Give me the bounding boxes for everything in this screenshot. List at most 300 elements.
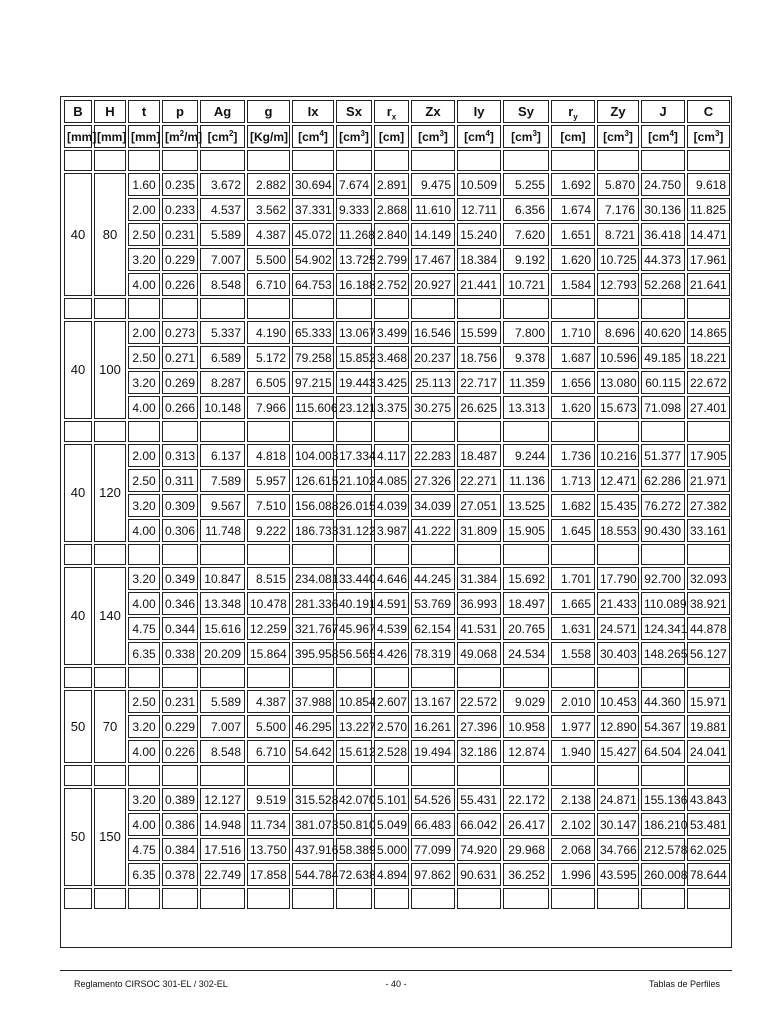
unit-text-suffix: ] [489,129,494,144]
empty-cell [336,765,372,786]
data-cell: 4.818 [247,444,290,467]
data-cell: 56.565 [336,642,372,665]
data-cell: 186.210 [641,813,685,836]
empty-cell [94,888,126,909]
data-cell: 1.977 [551,715,595,738]
table-row [64,715,730,738]
data-cell: 1.584 [551,273,595,296]
header-symbol: J [659,103,667,119]
empty-cell [503,298,549,319]
data-cell: 0.309 [162,494,198,517]
empty-cell [247,544,290,565]
data-cell: 13.750 [247,838,290,861]
data-cell: 26.625 [457,396,501,419]
data-cell: 21.971 [687,469,730,492]
empty-cell [457,544,501,565]
data-cell: 1.701 [551,567,595,590]
data-cell: 27.326 [411,469,455,492]
data-cell: 36.993 [457,592,501,615]
empty-cell [687,298,730,319]
data-cell: 315.528 [292,788,334,811]
unit-text: [cm [418,129,440,144]
empty-cell [457,888,501,909]
data-cell: 60.115 [641,371,685,394]
empty-cell [200,765,245,786]
data-cell: 17.858 [247,863,290,886]
empty-cell [597,667,639,688]
data-cell: 9.029 [503,690,549,713]
empty-cell [162,150,198,171]
data-cell: 6.35 [128,642,160,665]
data-cell: 1.996 [551,863,595,886]
data-cell: 5.172 [247,346,290,369]
data-cell: 40.620 [641,321,685,344]
unit-header [374,125,409,148]
data-cell: 34.766 [597,838,639,861]
data-cell: 72.638 [336,863,372,886]
data-cell: 49.068 [457,642,501,665]
data-cell: 10.847 [200,567,245,590]
column-header [200,100,245,123]
unit-text: [mm] [67,129,97,144]
data-cell: 4.085 [374,469,409,492]
data-cell: 2.50 [128,690,160,713]
data-cell: 4.646 [374,567,409,590]
data-cell: 22.572 [457,690,501,713]
unit-header [162,125,203,148]
data-cell: 40.191 [336,592,372,615]
data-cell: 34.039 [411,494,455,517]
data-cell: 2.102 [551,813,595,836]
data-cell: 1.620 [551,248,595,271]
empty-cell [292,888,334,909]
data-cell: 64.753 [292,273,334,296]
data-cell: 0.231 [162,690,198,713]
data-cell: 2.891 [374,173,409,196]
empty-cell [64,150,92,171]
data-cell: 9.378 [503,346,549,369]
data-cell: 11.268 [336,223,372,246]
unit-header [457,125,501,148]
data-cell: 15.240 [457,223,501,246]
spacer-row [64,421,730,442]
empty-cell [292,544,334,565]
data-cell: 24.871 [597,788,639,811]
data-cell: 0.313 [162,444,198,467]
data-cell: 14.865 [687,321,730,344]
unit-header [641,125,685,148]
unit-exponent: 3 [714,128,720,138]
data-cell: 17.467 [411,248,455,271]
data-cell: 260.008 [641,863,685,886]
data-cell: 30.147 [597,813,639,836]
spacer-row [64,298,730,319]
data-cell: 13.167 [411,690,455,713]
data-cell: 20.765 [503,617,549,640]
empty-cell [503,544,549,565]
units-row [64,125,730,148]
empty-cell [162,298,198,319]
empty-cell [641,667,685,688]
empty-cell [374,150,409,171]
data-cell: 27.051 [457,494,501,517]
data-cell: 1.713 [551,469,595,492]
data-cell: 50.810 [336,813,372,836]
column-header [374,100,409,123]
empty-cell [457,667,501,688]
data-cell: 4.039 [374,494,409,517]
data-cell: 15.612 [336,740,372,763]
unit-header [200,125,245,148]
cell-h: 80 [94,173,126,296]
empty-cell [64,667,92,688]
table-row [64,519,730,542]
table-row [64,617,730,640]
cell-h: 100 [94,321,126,419]
data-cell: 10.453 [597,690,639,713]
data-cell: 97.215 [292,371,334,394]
cell-h: 120 [94,444,126,542]
data-cell: 21.441 [457,273,501,296]
spacer-row [64,765,730,786]
data-cell: 15.673 [597,396,639,419]
data-cell: 3.20 [128,567,160,590]
data-cell: 2.528 [374,740,409,763]
data-cell: 4.75 [128,617,160,640]
data-cell: 2.882 [247,173,290,196]
data-cell: 12.711 [457,198,501,221]
unit-text: [m [165,129,180,144]
empty-cell [162,544,198,565]
data-cell: 395.958 [292,642,334,665]
empty-cell [641,544,685,565]
data-cell: 8.696 [597,321,639,344]
data-cell: 13.525 [503,494,549,517]
data-cell: 32.186 [457,740,501,763]
data-cell: 51.377 [641,444,685,467]
data-cell: 1.645 [551,519,595,542]
empty-cell [411,298,455,319]
empty-cell [503,421,549,442]
data-cell: 11.610 [411,198,455,221]
data-cell: 15.971 [687,690,730,713]
data-cell: 104.003 [292,444,334,467]
empty-cell [94,421,126,442]
empty-cell [411,888,455,909]
empty-cell [597,765,639,786]
footer-page-number: - 40 - [385,979,407,989]
data-cell: 26.417 [503,813,549,836]
data-cell: 0.226 [162,273,198,296]
unit-text: [Kg/m] [250,129,288,144]
empty-cell [551,765,595,786]
data-cell: 44.245 [411,567,455,590]
data-cell: 115.606 [292,396,334,419]
data-cell: 2.138 [551,788,595,811]
data-cell: 37.331 [292,198,334,221]
data-cell: 62.286 [641,469,685,492]
data-cell: 2.50 [128,346,160,369]
empty-cell [128,667,160,688]
empty-cell [687,150,730,171]
empty-cell [374,544,409,565]
data-cell: 46.295 [292,715,334,738]
data-cell: 6.505 [247,371,290,394]
data-cell: 5.049 [374,813,409,836]
empty-cell [457,150,501,171]
data-cell: 6.710 [247,273,290,296]
data-cell: 45.967 [336,617,372,640]
data-cell: 4.537 [200,198,245,221]
spacer-row [64,544,730,565]
data-cell: 36.418 [641,223,685,246]
data-cell: 0.338 [162,642,198,665]
data-cell: 7.007 [200,248,245,271]
empty-cell [64,765,92,786]
data-cell: 16.546 [411,321,455,344]
data-cell: 92.700 [641,567,685,590]
data-cell: 2.607 [374,690,409,713]
data-cell: 31.122 [336,519,372,542]
data-cell: 24.534 [503,642,549,665]
data-cell: 124.341 [641,617,685,640]
column-header [641,100,685,123]
unit-text-suffix: ] [673,129,678,144]
unit-text-suffix: ] [536,129,541,144]
empty-cell [641,421,685,442]
empty-cell [597,298,639,319]
data-cell: 9.567 [200,494,245,517]
data-cell: 44.878 [687,617,730,640]
column-header [94,100,126,123]
table-row [64,223,730,246]
data-cell: 0.271 [162,346,198,369]
data-cell: 10.216 [597,444,639,467]
data-cell: 24.750 [641,173,685,196]
data-cell: 54.642 [292,740,334,763]
data-cell: 8.548 [200,740,245,763]
data-cell: 4.894 [374,863,409,886]
empty-cell [374,298,409,319]
data-cell: 0.378 [162,863,198,886]
data-cell: 1.687 [551,346,595,369]
data-cell: 3.672 [200,173,245,196]
data-cell: 14.471 [687,223,730,246]
data-cell: 5.500 [247,248,290,271]
data-cell: 13.348 [200,592,245,615]
data-cell: 7.007 [200,715,245,738]
cell-b: 50 [64,690,92,763]
footer-regulation: Reglamento CIRSOC 301-EL / 302-EL [74,979,228,989]
empty-cell [64,298,92,319]
data-cell: 2.010 [551,690,595,713]
data-cell: 6.35 [128,863,160,886]
header-symbol: Ix [307,103,319,119]
data-cell: 110.089 [641,592,685,615]
empty-cell [128,298,160,319]
column-header [687,100,730,123]
empty-cell [374,888,409,909]
data-cell: 29.968 [503,838,549,861]
empty-cell [162,765,198,786]
column-header [247,100,290,123]
data-cell: 4.591 [374,592,409,615]
data-cell: 0.386 [162,813,198,836]
data-cell: 281.336 [292,592,334,615]
cell-h: 70 [94,690,126,763]
header-symbol: Zx [425,103,441,119]
cell-b: 40 [64,321,92,419]
data-cell: 8.548 [200,273,245,296]
data-cell: 0.235 [162,173,198,196]
empty-cell [128,544,160,565]
data-cell: 212.578 [641,838,685,861]
data-cell: 18.487 [457,444,501,467]
data-cell: 0.311 [162,469,198,492]
data-cell: 44.360 [641,690,685,713]
data-cell: 17.961 [687,248,730,271]
data-cell: 0.233 [162,198,198,221]
data-cell: 13.080 [597,371,639,394]
data-cell: 321.767 [292,617,334,640]
table-row [64,863,730,886]
data-cell: 1.692 [551,173,595,196]
unit-text: [cm [603,129,625,144]
unit-text-suffix: ] [443,129,448,144]
header-subscript: x [391,112,397,122]
data-cell: 1.674 [551,198,595,221]
data-cell: 9.244 [503,444,549,467]
empty-cell [247,298,290,319]
data-cell: 18.553 [597,519,639,542]
data-cell: 15.435 [597,494,639,517]
data-cell: 30.694 [292,173,334,196]
data-cell: 22.749 [200,863,245,886]
empty-cell [411,544,455,565]
empty-cell [411,421,455,442]
unit-header [503,125,549,148]
data-cell: 4.117 [374,444,409,467]
header-symbol: B [73,103,83,119]
data-cell: 18.756 [457,346,501,369]
data-cell: 77.099 [411,838,455,861]
data-cell: 30.136 [641,198,685,221]
unit-header [247,125,290,148]
empty-cell [292,150,334,171]
data-cell: 7.620 [503,223,549,246]
column-header [551,100,595,123]
data-cell: 17.790 [597,567,639,590]
table-row [64,444,730,467]
data-cell: 24.571 [597,617,639,640]
table-row [64,592,730,615]
empty-cell [200,421,245,442]
data-cell: 10.596 [597,346,639,369]
unit-exponent: 2 [228,128,234,138]
data-cell: 3.499 [374,321,409,344]
table-row [64,469,730,492]
data-cell: 2.570 [374,715,409,738]
table-row [64,371,730,394]
data-cell: 7.510 [247,494,290,517]
data-cell: 7.589 [200,469,245,492]
table-row [64,813,730,836]
empty-cell [551,421,595,442]
data-cell: 44.373 [641,248,685,271]
data-cell: 13.725 [336,248,372,271]
data-cell: 437.916 [292,838,334,861]
data-cell: 10.509 [457,173,501,196]
unit-text-suffix: /m] [184,129,203,144]
table-row [64,567,730,590]
empty-cell [94,298,126,319]
data-cell: 8.515 [247,567,290,590]
empty-cell [503,150,549,171]
unit-exponent: 3 [532,128,537,138]
data-cell: 15.864 [247,642,290,665]
unit-text: [cm [648,129,670,144]
empty-cell [336,544,372,565]
data-cell: 5.957 [247,469,290,492]
empty-cell [128,765,160,786]
table-row [64,494,730,517]
column-header [503,100,549,123]
empty-cell [551,150,595,171]
data-cell: 4.00 [128,273,160,296]
table-row [64,321,730,344]
cell-b: 50 [64,788,92,886]
table-row [64,642,730,665]
unit-exponent: 3 [624,128,629,138]
data-cell: 4.75 [128,838,160,861]
unit-header [336,125,372,148]
data-cell: 5.870 [597,173,639,196]
data-cell: 9.519 [247,788,290,811]
table-body [64,150,730,909]
data-cell: 16.188 [336,273,372,296]
data-cell: 11.359 [503,371,549,394]
data-cell: 15.599 [457,321,501,344]
empty-cell [128,888,160,909]
data-cell: 54.367 [641,715,685,738]
empty-cell [336,667,372,688]
empty-cell [247,421,290,442]
data-cell: 22.672 [687,371,730,394]
unit-exponent: 3 [360,128,365,138]
unit-text-suffix: ] [628,129,633,144]
data-cell: 155.136 [641,788,685,811]
table-row [64,690,730,713]
column-header [597,100,639,123]
data-cell: 4.00 [128,592,160,615]
unit-text: [cm [511,129,533,144]
profiles-table-frame [60,96,732,948]
data-cell: 9.192 [503,248,549,271]
empty-cell [687,667,730,688]
data-cell: 1.558 [551,642,595,665]
data-cell: 4.00 [128,740,160,763]
empty-cell [162,421,198,442]
data-cell: 4.190 [247,321,290,344]
empty-cell [597,150,639,171]
data-cell: 0.229 [162,715,198,738]
empty-cell [374,765,409,786]
data-cell: 8.721 [597,223,639,246]
unit-header [128,125,160,148]
data-cell: 12.793 [597,273,639,296]
data-cell: 20.237 [411,346,455,369]
empty-cell [551,544,595,565]
